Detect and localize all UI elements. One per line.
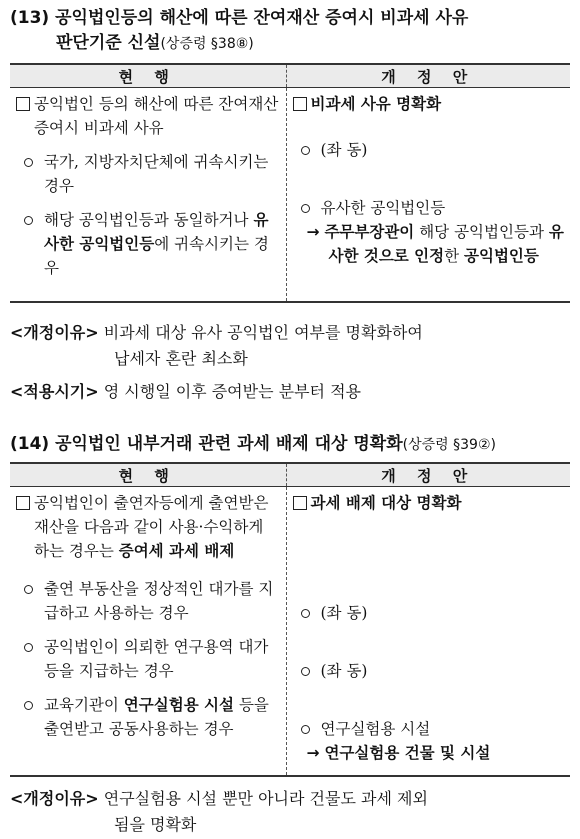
section-13-timing <box>10 379 570 405</box>
current-item-1: 국가, 지방자치단체에 귀속시키는 경우 <box>14 150 282 198</box>
revised-item-3-change: → 연구실험용 건물 및 시설 <box>306 744 491 762</box>
reason-line2: 됨을 명확화 <box>114 815 197 834</box>
reason-line1: 연구실험용 시설 뿐만 아니라 건물도 과세 제외 <box>103 789 428 808</box>
section-13-legal-ref: (상증령 §38⑧) <box>160 36 254 52</box>
section-13-reason <box>10 320 570 372</box>
current-box-item: 공익법인이 출연자등에게 출연받은 재산을 다음과 같이 사용·수익하게 하는 경우는 증여세 과세 배제 <box>14 491 282 563</box>
reason-line1: 비과세 대상 유사 공익법인 여부를 명확화하여 <box>103 323 423 342</box>
current-item-2: 공익법인이 의뢰한 연구용역 대가 등을 지급하는 경우 <box>14 635 282 683</box>
current-item-3: 교육기관이 연구실험용 시설 등을 출연받고 공동사용하는 경우 <box>14 693 282 741</box>
arrow-icon: → <box>306 223 320 241</box>
arrow-icon: → <box>306 744 320 762</box>
header-revised: 개 정 안 <box>286 64 570 88</box>
section-14-comparison-table <box>10 462 570 777</box>
header-current: 현 행 <box>10 463 286 487</box>
revised-box-item: 비과세 사유 명확화 <box>291 92 567 116</box>
reason-label: <개정이유> <box>10 323 99 342</box>
section-14-legal-ref: (상증령 §39②) <box>402 437 496 453</box>
section-14-title <box>10 432 570 458</box>
current-item-1: 출연 부동산을 정상적인 대가를 지급하고 사용하는 경우 <box>14 577 282 625</box>
section-13-title-line2: 판단기준 신설 <box>56 33 161 53</box>
revised-item-2: (좌 동) <box>291 659 567 683</box>
timing-text: 영 시행일 이후 증여받는 분부터 적용 <box>103 382 362 401</box>
header-revised: 개 정 안 <box>286 463 570 487</box>
revised-item-1: (좌 동) <box>291 138 567 162</box>
timing-label: <적용시기> <box>10 382 99 401</box>
section-13-title <box>10 6 570 57</box>
revised-item-1: (좌 동) <box>291 601 567 625</box>
revised-item-2-change: → 주무부장관이 해당 공익법인등과 유사한 것으로 인정한 공익법인등 <box>306 223 564 265</box>
revised-item-3: 연구실험용 시설 <box>291 717 567 741</box>
reason-label: <개정이유> <box>10 789 99 808</box>
section-13-comparison-table <box>10 63 570 303</box>
reason-line2: 납세자 혼란 최소화 <box>114 349 248 368</box>
section-14-reason <box>10 786 570 838</box>
current-box-item: 공익법인 등의 해산에 따른 잔여재산 증여시 비과세 사유 <box>14 92 282 140</box>
revised-box-item: 과세 배제 대상 명확화 <box>291 491 567 515</box>
revised-item-2: 유사한 공익법인등 <box>291 196 567 220</box>
header-current: 현 행 <box>10 64 286 88</box>
current-item-2: 해당 공익법인등과 동일하거나 유사한 공익법인등에 귀속시키는 경우 <box>14 208 282 280</box>
section-13-title-line1: (13) 공익법인등의 해산에 따른 잔여재산 증여시 비과세 사유 <box>10 8 469 28</box>
section-14-title-text: (14) 공익법인 내부거래 관련 과세 배제 대상 명확화 <box>10 434 403 454</box>
